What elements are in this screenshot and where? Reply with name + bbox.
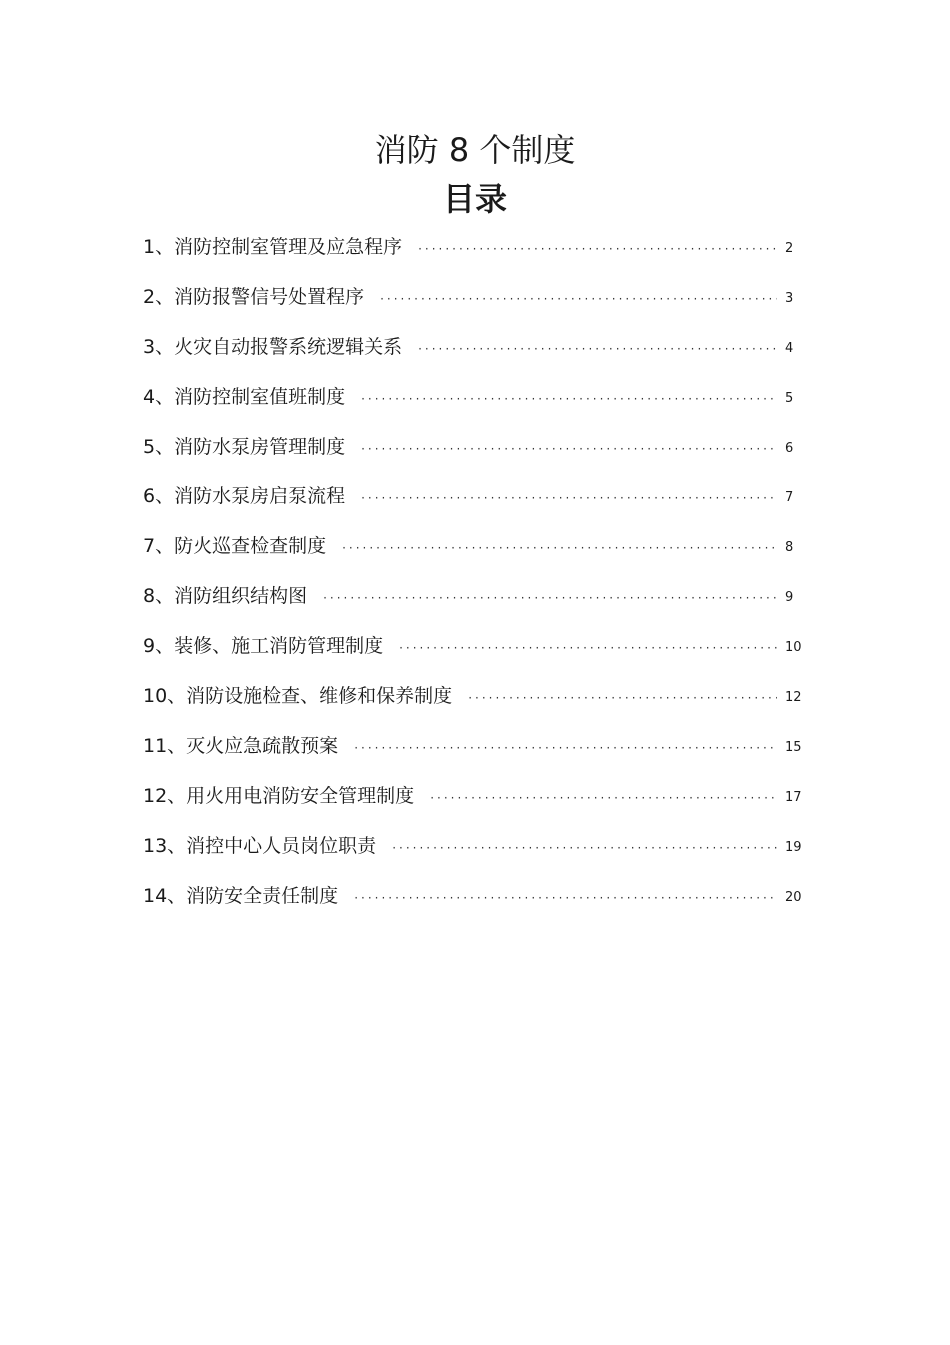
toc-entry-label: 6、消防水泵房启泵流程: [143, 485, 346, 508]
toc-page-number: 12: [785, 689, 802, 705]
toc-leader-dots: [418, 233, 777, 261]
toc-entry-14[interactable]: [143, 871, 813, 921]
toc-leader-dots: [399, 632, 777, 660]
toc-leader-dots: [342, 532, 777, 560]
toc-leader-dots: [361, 383, 777, 411]
toc-entry-5[interactable]: [143, 422, 813, 472]
toc-entry-7[interactable]: [143, 521, 813, 571]
toc-entry-label: 8、消防组织结构图: [143, 585, 308, 608]
toc-entry-4[interactable]: [143, 372, 813, 422]
toc-entry-label: 14、消防安全责任制度: [143, 884, 339, 907]
toc-entry-label: 2、消防报警信号处置程序: [143, 285, 365, 308]
toc-page-number: 15: [785, 739, 802, 755]
toc-leader-dots: [361, 433, 777, 461]
toc-page-number: 9: [785, 590, 794, 606]
toc-entry-13[interactable]: [143, 821, 813, 871]
toc-heading: 目录: [442, 180, 507, 218]
toc-leader-dots: [392, 832, 777, 860]
toc-page-number: 3: [785, 290, 794, 306]
document-title: 消防 8 个制度: [374, 131, 576, 169]
toc-leader-dots: [430, 782, 777, 810]
toc-page-number: 19: [785, 839, 802, 855]
toc-entry-2[interactable]: [143, 272, 813, 322]
toc-leader-dots: [354, 882, 777, 910]
toc-page-number: 17: [785, 789, 802, 805]
toc-entry-label: 3、火灾自动报警系统逻辑关系: [143, 335, 403, 358]
toc-page-number: 8: [785, 540, 794, 556]
toc-leader-dots: [380, 283, 777, 311]
toc-entry-1[interactable]: [143, 222, 813, 272]
toc-page-number: 6: [785, 440, 794, 456]
toc-page-number: 5: [785, 390, 794, 406]
toc-page-number: 2: [785, 240, 794, 256]
table-of-contents: [143, 222, 813, 920]
toc-entry-label: 11、灭火应急疏散预案: [143, 734, 339, 757]
toc-leader-dots: [418, 333, 777, 361]
toc-entry-label: 13、消控中心人员岗位职责: [143, 834, 377, 857]
toc-page-number: 20: [785, 889, 802, 905]
toc-entry-label: 5、消防水泵房管理制度: [143, 435, 346, 458]
toc-leader-dots: [323, 582, 777, 610]
toc-entry-label: 12、用火用电消防安全管理制度: [143, 784, 415, 807]
toc-leader-dots: [468, 682, 777, 710]
toc-page-number: 7: [785, 490, 794, 506]
toc-entry-label: 1、消防控制室管理及应急程序: [143, 235, 403, 258]
toc-entry-11[interactable]: [143, 721, 813, 771]
toc-entry-label: 4、消防控制室值班制度: [143, 385, 346, 408]
toc-page-number: 4: [785, 340, 794, 356]
toc-leader-dots: [354, 732, 777, 760]
toc-entry-label: 10、消防设施检查、维修和保养制度: [143, 684, 453, 707]
toc-leader-dots: [361, 482, 777, 510]
toc-entry-label: 9、装修、施工消防管理制度: [143, 635, 384, 658]
toc-entry-12[interactable]: [143, 771, 813, 821]
toc-entry-8[interactable]: [143, 571, 813, 621]
toc-entry-10[interactable]: [143, 671, 813, 721]
toc-entry-label: 7、防火巡查检查制度: [143, 535, 327, 558]
toc-entry-9[interactable]: [143, 621, 813, 671]
toc-entry-6[interactable]: [143, 471, 813, 521]
toc-entry-3[interactable]: [143, 322, 813, 372]
toc-page-number: 10: [785, 640, 802, 656]
